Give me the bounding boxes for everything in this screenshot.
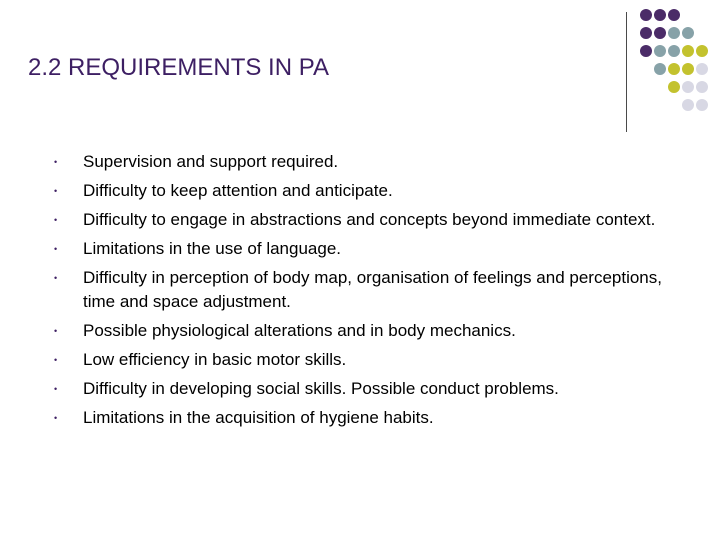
decorative-dot-olive [682,63,694,75]
bullet-item [54,266,694,314]
bullet-text: Low efficiency in basic motor skills. [83,350,347,369]
bullet-text: Limitations in the use of language. [83,239,342,258]
decorative-dot-olive [696,45,708,57]
bullet-item [54,208,694,232]
decorative-dot-slate [682,27,694,39]
bullet-item [54,150,694,174]
decorative-dot-olive [668,81,680,93]
vertical-divider [626,12,627,132]
bullet-marker-icon: • [54,384,58,394]
bullet-marker-icon: • [54,273,58,283]
bullet-item [54,237,694,261]
decorative-dot-olive [668,63,680,75]
bullet-text: Difficulty in developing social skills. Possible conduct problems. [83,379,559,398]
bullet-text: Supervision and support required. [83,152,339,171]
bullet-marker-icon: • [54,355,58,365]
bullet-item [54,348,694,372]
decorative-dot-purple [654,27,666,39]
decorative-dot-slate [668,27,680,39]
bullet-text: Difficulty in perception of body map, organisation of feelings and perceptions, time and space adjustment. [83,268,662,311]
requirements-bullet-list [54,150,694,435]
decorative-dot-lavender [696,99,708,111]
decorative-dot-purple [640,9,652,21]
decorative-dot-lavender [682,81,694,93]
bullet-item [54,179,694,203]
decorative-dot-purple [654,9,666,21]
bullet-marker-icon: • [54,244,58,254]
decorative-dot-lavender [696,81,708,93]
bullet-text: Difficulty to engage in abstractions and concepts beyond immediate context. [83,210,656,229]
decorative-dot-purple [640,27,652,39]
bullet-item [54,406,694,430]
slide-title: 2.2 REQUIREMENTS IN PA [28,54,329,81]
bullet-marker-icon: • [54,413,58,423]
bullet-text: Difficulty to keep attention and anticipate. [83,181,393,200]
bullet-marker-icon: • [54,215,58,225]
decorative-dot-lavender [696,63,708,75]
decorative-dot-slate [654,45,666,57]
bullet-text: Limitations in the acquisition of hygiene habits. [83,408,434,427]
bullet-marker-icon: • [54,326,58,336]
decorative-dot-lavender [682,99,694,111]
decorative-dot-purple [640,45,652,57]
bullet-marker-icon: • [54,186,58,196]
bullet-item [54,319,694,343]
bullet-marker-icon: • [54,157,58,167]
decorative-dot-olive [682,45,694,57]
decorative-dot-purple [668,9,680,21]
bullet-text: Possible physiological alterations and in body mechanics. [83,321,516,340]
decorative-dot-grid [640,9,720,121]
decorative-dot-slate [668,45,680,57]
decorative-dot-slate [654,63,666,75]
bullet-item [54,377,694,401]
